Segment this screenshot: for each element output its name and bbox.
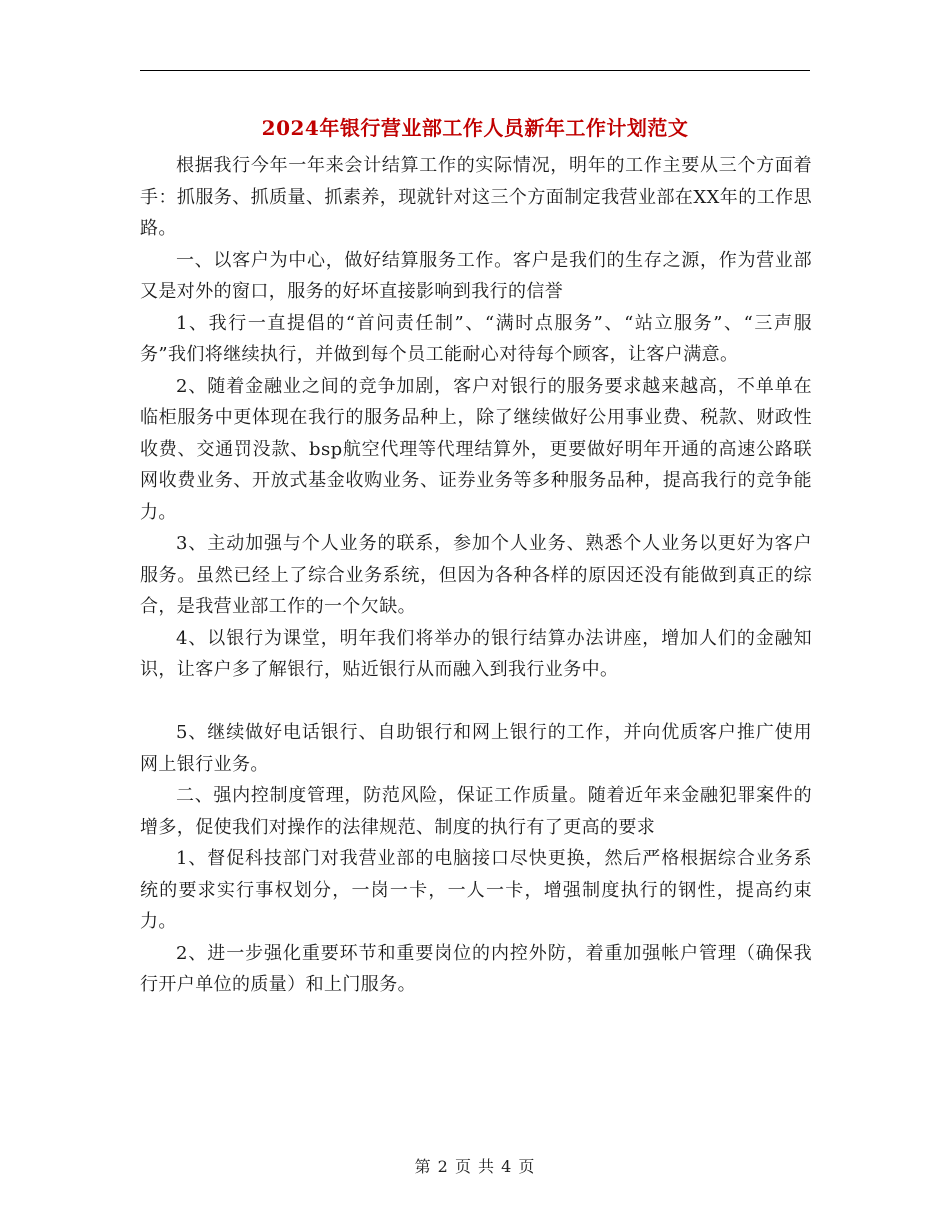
header-rule xyxy=(140,70,810,71)
paragraph-item-1-5: 5、继续做好电话银行、自助银行和网上银行的工作，并向优质客户推广使用网上银行业务。 xyxy=(140,722,812,775)
paragraph-item-2-2: 2、进一步强化重要环节和重要岗位的内控外防，着重加强帐户管理（确保我行开户单位的质量）和上门服务。 xyxy=(140,942,812,995)
paragraph-item-1-4: 4、以银行为课堂，明年我们将举办的银行结算办法讲座，增加人们的金融知识，让客户多了解银行，贴近银行从而融入到我行业务中。 xyxy=(140,627,812,680)
paragraph-item-2-1: 1、督促科技部门对我营业部的电脑接口尽快更换，然后严格根据综合业务系统的要求实行事权划分，一岗一卡，一人一卡，增强制度执行的钢性，提高约束力。 xyxy=(140,848,812,932)
paragraph-intro: 根据我行今年一年来会计结算工作的实际情况，明年的工作主要从三个方面着手：抓服务、抓质量、抓素养，现就针对这三个方面制定我营业部在XX年的工作思路。 xyxy=(140,155,812,239)
paragraph-section-1-heading: 一、以客户为中心，做好结算服务工作。客户是我们的生存之源，作为营业部又是对外的窗口，服务的好坏直接影响到我行的信誉 xyxy=(140,249,812,302)
paragraph-item-1-2: 2、随着金融业之间的竞争加剧，客户对银行的服务要求越来越高，不单单在临柜服务中更体现在我行的服务品种上，除了继续做好公用事业费、税款、财政性收费、交通罚没款、bsp航空代理等代理结算外，更要做好明年开通的高速公路联网收费业务、开放式基金收购业务、证券业务等多种服务品种，提高我行的竞争能力。 xyxy=(140,375,812,523)
page-footer: 第 2 页 共 4 页 xyxy=(414,1157,536,1176)
paragraph-item-1-3: 3、主动加强与个人业务的联系，参加个人业务、熟悉个人业务以更好为客户服务。虽然已经上了综合业务系统，但因为各种各样的原因还没有能做到真正的综合，是我营业部工作的一个欠缺。 xyxy=(140,533,812,617)
document-body xyxy=(140,150,812,1001)
paragraph-section-2-heading: 二、强内控制度管理，防范风险，保证工作质量。随着近年来金融犯罪案件的增多，促使我们对操作的法律规范、制度的执行有了更高的要求 xyxy=(140,785,812,838)
paragraph-item-1-1: 1、我行一直提倡的“首问责任制”、“满时点服务”、“站立服务”、“三声服务”我们将继续执行，并做到每个员工能耐心对待每个顾客，让客户满意。 xyxy=(140,312,812,365)
document-title: 2024年银行营业部工作人员新年工作计划范文 xyxy=(261,116,689,140)
